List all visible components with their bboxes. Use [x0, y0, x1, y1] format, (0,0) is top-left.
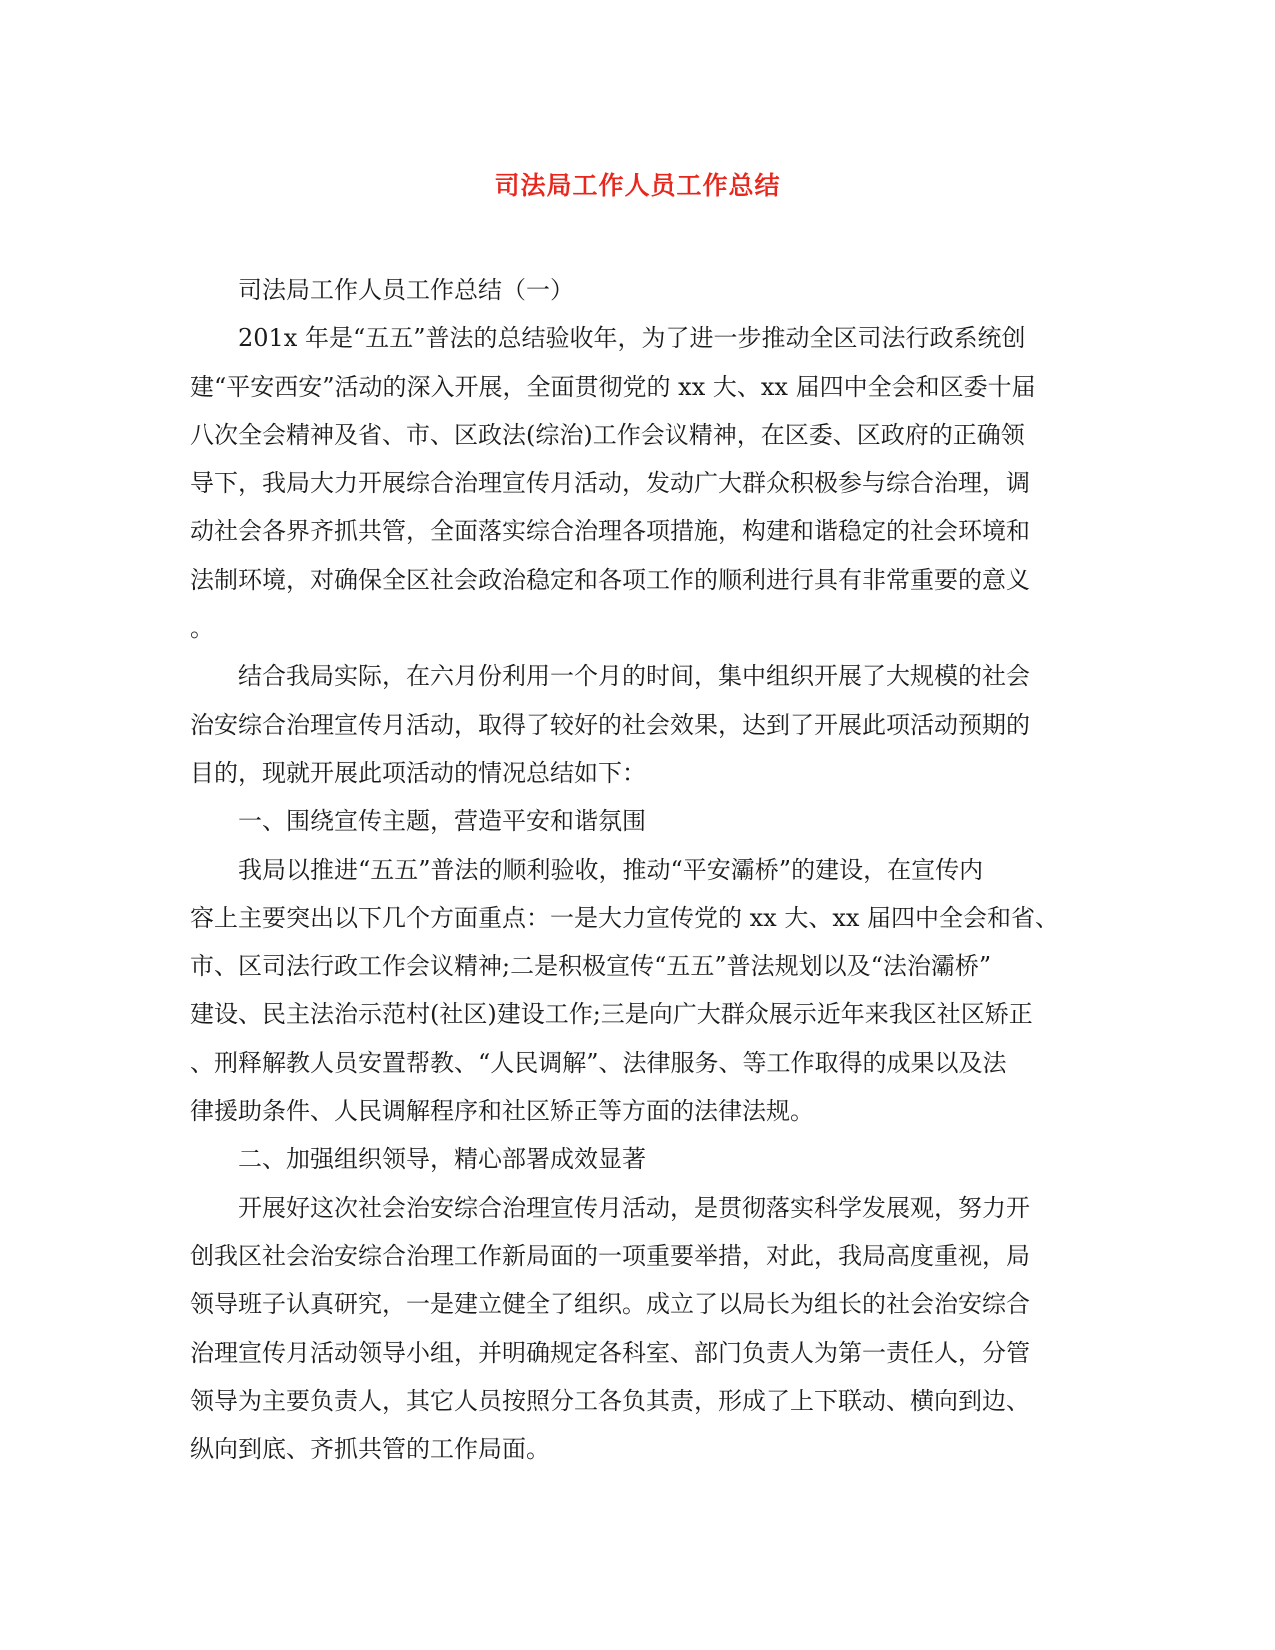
section-heading: 司法局工作人员工作总结（一） — [238, 276, 574, 304]
paragraph-line: 治理宣传月活动领导小组，并明确规定各科室、部门负责人为第一责任人，分管 — [190, 1338, 1030, 1367]
paragraph-line: 八次全会精神及省、市、区政法(综治)工作会议精神，在区委、区政府的正确领 — [190, 420, 1025, 449]
paragraph-line: 治安综合治理宣传月活动，取得了较好的社会效果，达到了开展此项活动预期的 — [190, 710, 1030, 739]
paragraph-line: 容上主要突出以下几个方面重点：一是大力宣传党的 xx 大、xx 届四中全会和省、 — [190, 903, 1060, 932]
paragraph-line: 201x 年是“五五”普法的总结验收年，为了进一步推动全区司法行政系统创 — [238, 324, 1026, 353]
paragraph-line: 我局以推进“五五”普法的顺利验收，推动“平安灞桥”的建设，在宣传内 — [238, 855, 984, 884]
section-heading: 一、围绕宣传主题，营造平安和谐氛围 — [238, 807, 646, 836]
paragraph-line: 领导班子认真研究，一是建立健全了组织。成立了以局长为组长的社会治安综合 — [190, 1290, 1030, 1319]
paragraph-line: 律援助条件、人民调解程序和社区矫正等方面的法律法规。 — [190, 1097, 814, 1126]
paragraph-line: 开展好这次社会治安综合治理宣传月活动，是贯彻落实科学发展观，努力开 — [238, 1193, 1030, 1222]
paragraph-line: 纵向到底、齐抓共管的工作局面。 — [190, 1435, 550, 1464]
paragraph-line: 建“平安西安”活动的深入开展，全面贯彻党的 xx 大、xx 届四中全会和区委十届 — [190, 372, 1036, 401]
paragraph-line: 创我区社会治安综合治理工作新局面的一项重要举措，对此，我局高度重视，局 — [190, 1241, 1030, 1270]
paragraph-line: 目的，现就开展此项活动的情况总结如下： — [190, 758, 646, 787]
paragraph-line: 。 — [190, 614, 214, 643]
paragraph-line: 结合我局实际，在六月份利用一个月的时间，集中组织开展了大规模的社会 — [238, 662, 1030, 691]
paragraph-line: 导下，我局大力开展综合治理宣传月活动，发动广大群众积极参与综合治理，调 — [190, 469, 1030, 498]
paragraph-line: 市、区司法行政工作会议精神;二是积极宣传“五五”普法规划以及“法治灞桥” — [190, 952, 992, 981]
document-title: 司法局工作人员工作总结 — [494, 171, 781, 200]
document-body — [190, 266, 1075, 1473]
section-heading: 二、加强组织领导，精心部署成效显著 — [238, 1145, 646, 1174]
paragraph-line: 动社会各界齐抓共管，全面落实综合治理各项措施，构建和谐稳定的社会环境和 — [190, 517, 1030, 546]
paragraph-line: 法制环境，对确保全区社会政治稳定和各项工作的顺利进行具有非常重要的意义 — [190, 565, 1030, 594]
paragraph-line: 领导为主要负责人，其它人员按照分工各负其责，形成了上下联动、横向到边、 — [190, 1386, 1030, 1415]
paragraph-line: 建设、民主法治示范村(社区)建设工作;三是向广大群众展示近年来我区社区矫正 — [190, 1000, 1033, 1029]
paragraph-line: 、刑释解教人员安置帮教、“人民调解”、法律服务、等工作取得的成果以及法 — [190, 1048, 1007, 1077]
